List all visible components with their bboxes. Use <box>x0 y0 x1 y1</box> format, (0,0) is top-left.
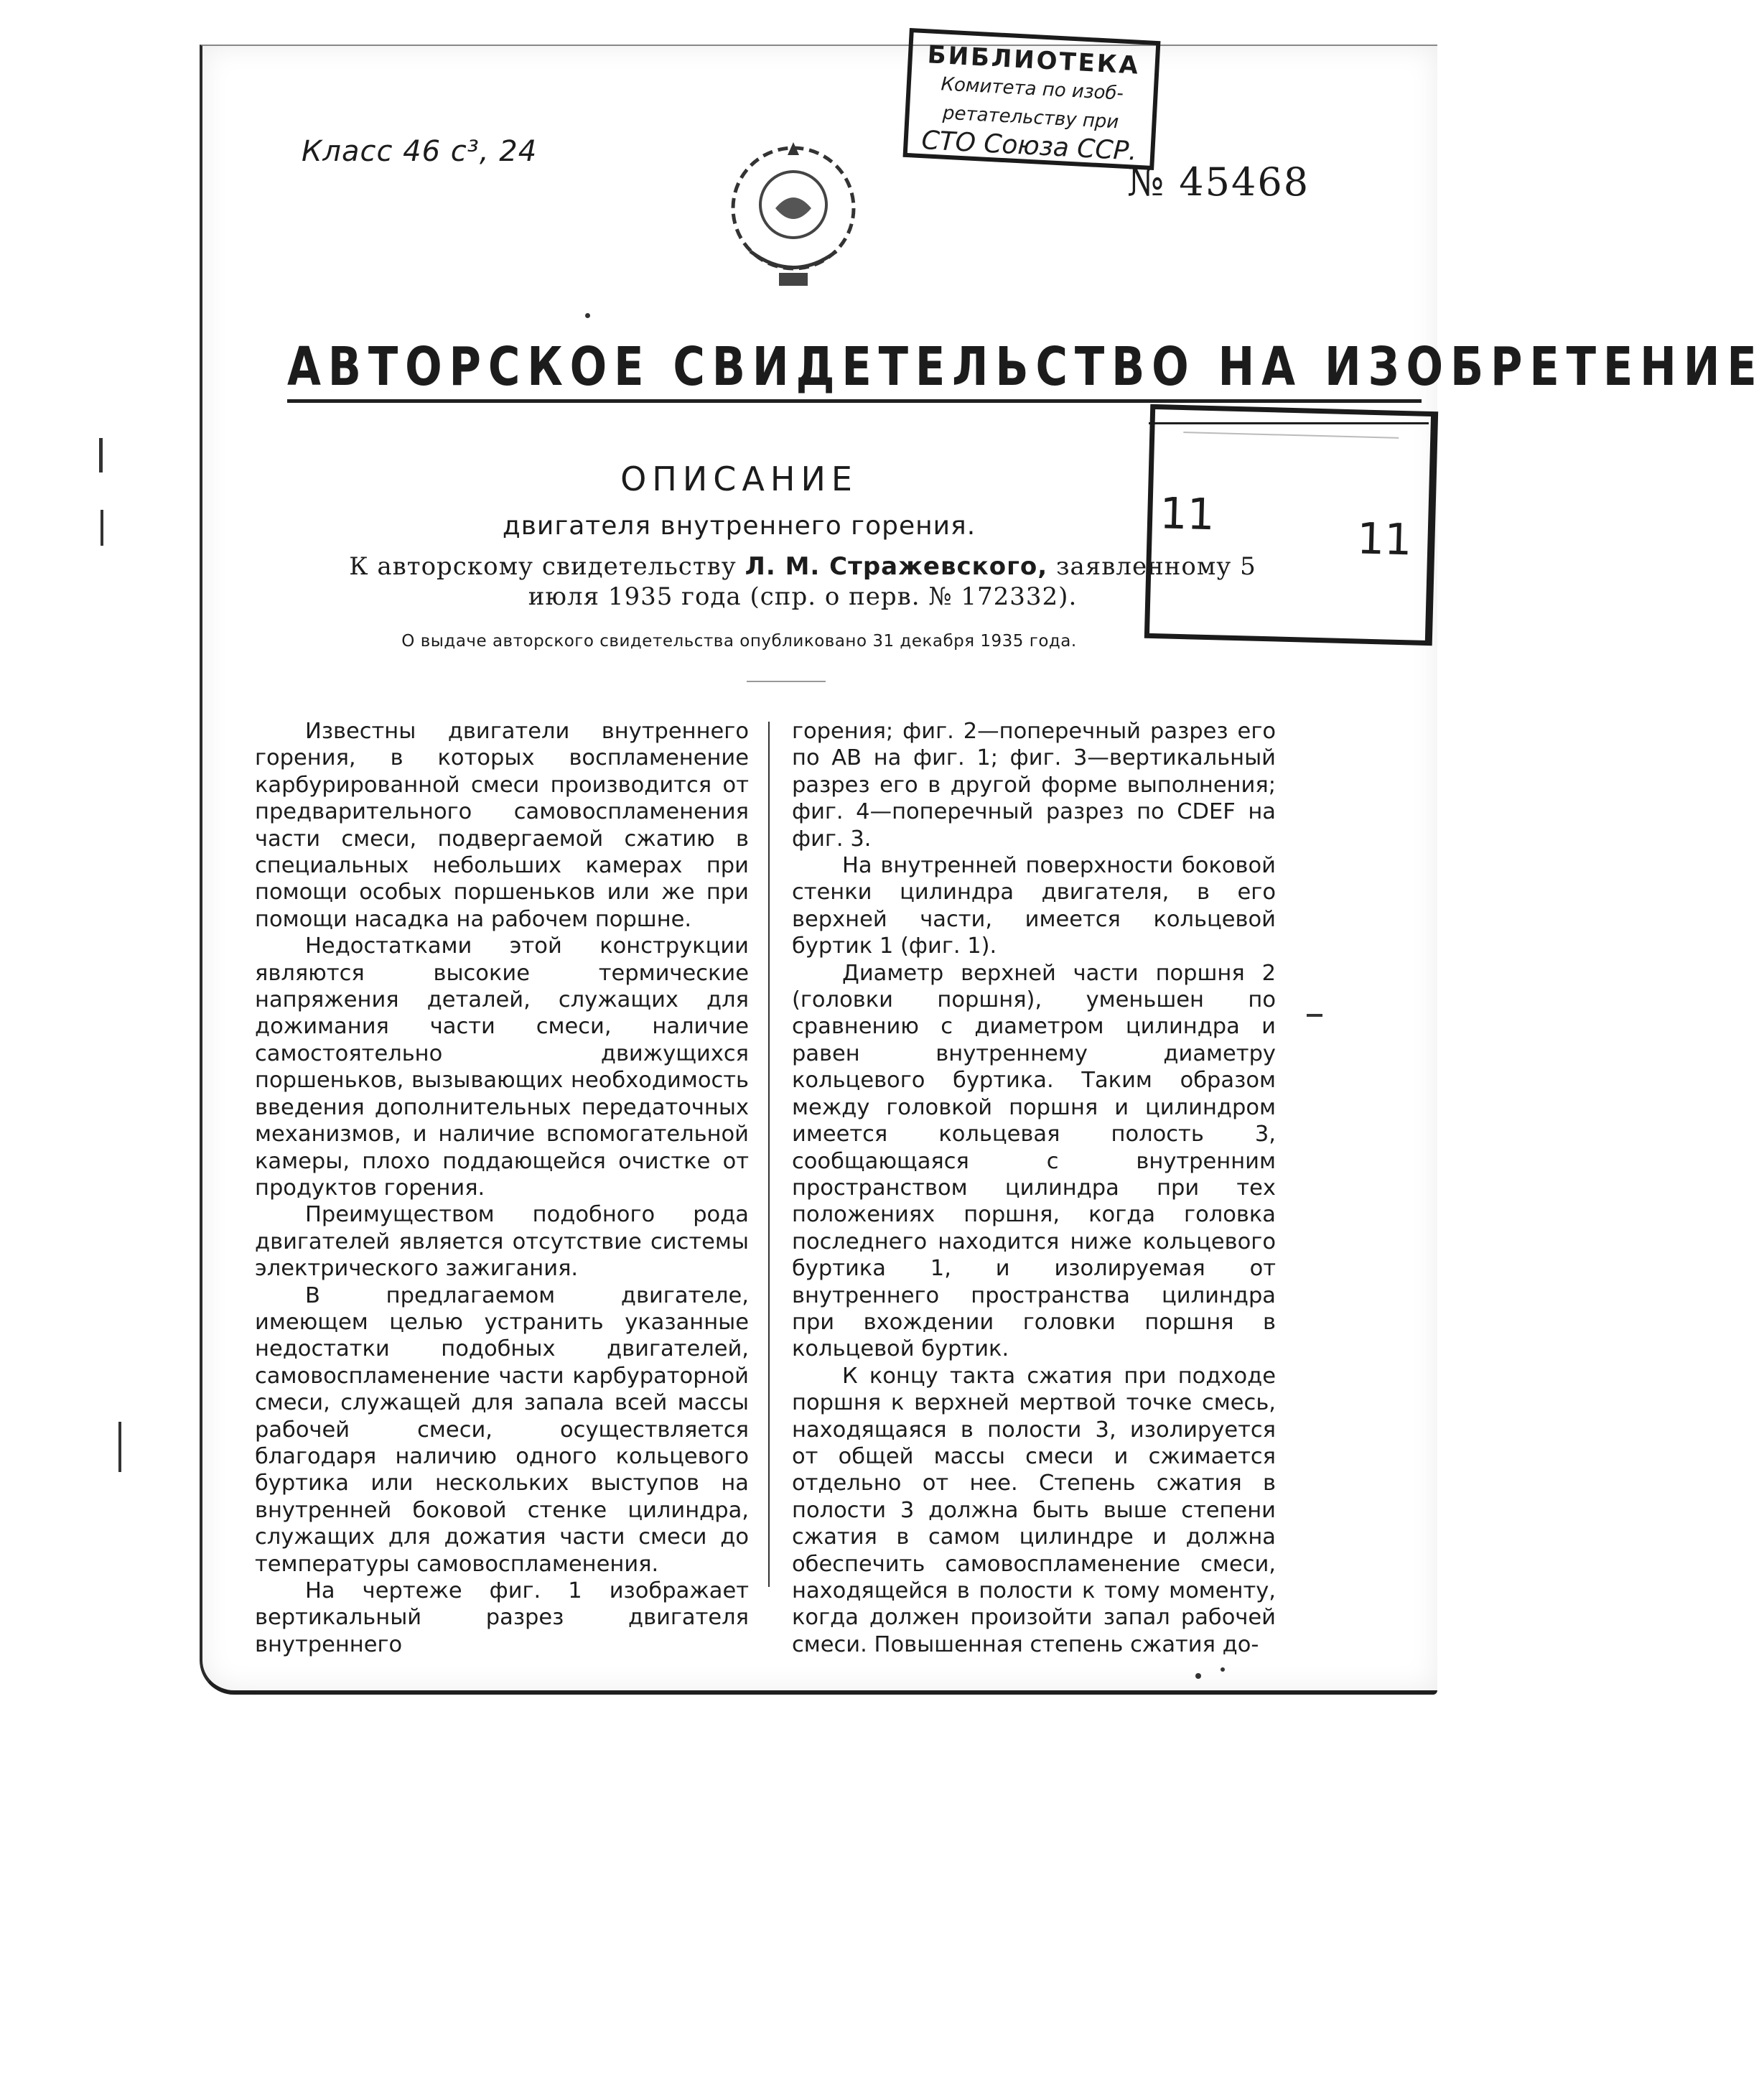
margin-mark <box>99 438 103 472</box>
right-column <box>792 718 1276 1658</box>
paragraph: К концу такта сжатия при подходе поршня к верхней мертвой точке смесь, находящаяся в полости 3, изолируется от общей массы смеси и сжимается отдельно от нее. Степень сжатия в полости 3 должна быть выше степени сжатия в самом цилиндре и должна обеспечить самовоспламенение смеси, находящейся в полости к тому моменту, когда должен произойти запал рабочей смеси. Повышенная степень сжатия до- <box>792 1363 1276 1657</box>
publication-note: О выдаче авторского свидетельства опубликовано 31 декабря 1935 года. <box>401 632 1077 651</box>
stamp-line-2: Комитета по изоб- <box>940 73 1124 105</box>
speck <box>1221 1667 1225 1672</box>
stamp-mark-left: 11 <box>1159 488 1215 541</box>
patent-number: № 45468 <box>1127 159 1310 205</box>
attribution <box>343 551 1262 612</box>
attribution-prefix: К авторскому свидетельству <box>349 552 745 581</box>
class-label: Класс 46 с³, 24 <box>302 135 538 168</box>
stamp-line-3: ретательству при <box>942 102 1119 134</box>
stamp-mark-right: 11 <box>1356 513 1413 566</box>
attribution-suffix: заявленному 5 июля 1935 года (спр. о перв. № 172332). <box>528 552 1256 611</box>
description-subtitle: двигателя внутреннего горения. <box>502 511 976 541</box>
paragraph: Известны двигатели внутреннего горения, в которых воспламенение карбурированной смеси производится от предварительного самовоспламенения части смеси, подвергаемой сжатию в специальных небольших камерах при помощи особых поршеньков или же при помощи насадка на рабочем поршне. <box>255 719 749 932</box>
stamp-faint-line <box>1183 432 1399 439</box>
paragraph: Диаметр верхней части поршня 2 (головки поршня), уменьшен по сравнению с диаметром цилиндра и равен внутреннему диаметру кольцевого буртика. Таким образом между головкой поршня и цилиндром имеется кольцевая полость 3, сообщающаяся с внутренним пространством цилиндра при тех положениях поршня, когда головка последнего находится ниже кольцевого буртика 1, и изолируемая от внутреннего пространства цилиндра при вхождении головки поршня в кольцевой буртик. <box>792 960 1276 1362</box>
margin-mark <box>1307 1014 1322 1017</box>
paragraph: На внутренней поверхности боковой стенки цилиндра двигателя, в его верхней части, имеется кольцевой буртик 1 (фиг. 1). <box>792 853 1276 959</box>
paragraph-continuation: горения; фиг. 2—поперечный разрез его по АВ на фиг. 1; фиг. 3—вертикальный разрез его в другой форме выполнения; фиг. 4—поперечный разрез по CDEF на фиг. 3. <box>792 719 1276 852</box>
speck <box>1195 1673 1201 1679</box>
paragraph: Преимуществом подобного рода двигателей является отсутствие системы электрического зажигания. <box>255 1202 749 1282</box>
speck <box>585 313 590 318</box>
stamp-line-1: БИБЛИОТЕКА <box>926 40 1141 80</box>
paragraph: На чертеже фиг. 1 изображает вертикальный разрез двигателя внутреннего <box>255 1578 749 1657</box>
title-rule <box>287 399 1422 403</box>
author-name: Л. М. Стражевского, <box>745 552 1048 581</box>
state-emblem-icon <box>707 129 879 297</box>
stamp-line-4: СТО Союза ССР. <box>920 126 1138 167</box>
short-rule <box>747 681 826 682</box>
paragraph: Недостатками этой конструкции являются высокие термические напряжения деталей, служащих для дожимания части смеси, наличие самостоятельно движущихся поршеньков, вызывающих необходимость введения дополнительных передаточных механизмов, и наличие вспомогательной камеры, плохо поддающейся очистке от продуктов горения. <box>255 933 749 1201</box>
margin-mark <box>118 1422 121 1472</box>
description-heading: ОПИСАНИЕ <box>620 460 858 498</box>
library-stamp <box>903 28 1161 170</box>
column-divider <box>768 722 770 1587</box>
paragraph: В предлагаемом двигателе, имеющем целью устранить указанные недостатки подобных двигателей, самовоспламенение части карбураторной смеси, служащей для запала всей массы рабочей смеси, осуществляется благодаря наличию одного кольцевого буртика или нескольких выступов на внутренней боковой стенке цилиндра, служащих для дожатия части смеси до температуры самовоспламенения. <box>255 1282 749 1577</box>
left-column <box>255 718 749 1658</box>
document-title: АВТОРСКОЕ СВИДЕТЕЛЬСТВО НА ИЗОБРЕТЕНИЕ <box>287 336 1764 398</box>
margin-mark <box>101 510 103 546</box>
